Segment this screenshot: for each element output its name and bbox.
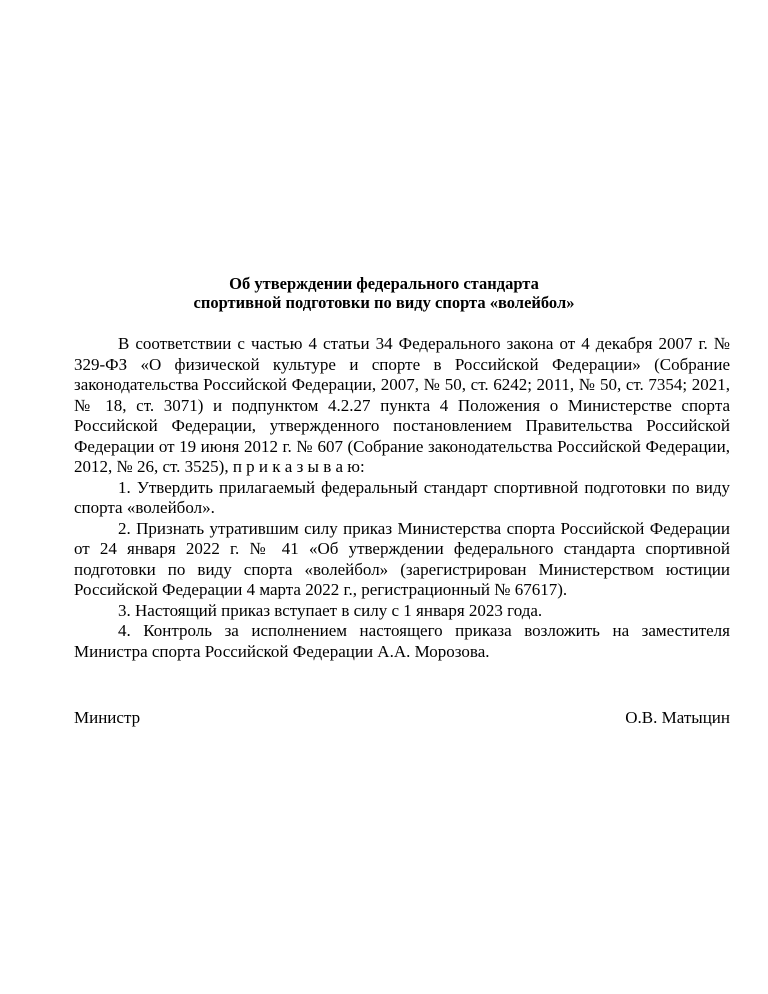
title-line-2: спортивной подготовки по виду спорта «волейбол» <box>193 293 575 312</box>
order-item-1: 1. Утвердить прилагаемый федеральный стандарт спортивной подготовки по виду спорта «волейбол». <box>74 477 730 517</box>
document-body <box>74 334 730 662</box>
signature-block <box>74 708 730 730</box>
preamble-paragraph: В соответствии с частью 4 статьи 34 Федерального закона от 4 декабря 2007 г. № 329-ФЗ «О физической культуре и спорте в Российской Федерации» (Собрание законодательства Российской Федерации, 2007, № 50, ст. 6242; 2011, № 50, ст. 7354; 2021, № 18, ст. 3071) и подпунктом 4.2.27 пункта 4 Положения о Министерстве спорта Российской Федерации, утвержденного постановлением Правительства Российской Федерации от 19 июня 2012 г. № 607 (Собрание законодательства Российской Федерации, 2012, № 26, ст. 3525), п р и к а з ы в а ю: <box>74 334 730 476</box>
signatory-title: Министр <box>74 708 141 727</box>
order-item-3: 3. Настоящий приказ вступает в силу с 1 января 2023 года. <box>118 600 543 620</box>
order-item-2: 2. Признать утратившим силу приказ Министерства спорта Российской Федерации от 24 января 2022 г. № 41 «Об утверждении федерального стандарта спортивной подготовки по виду спорта «волейбол» (зарегистрирован Министерством юстиции Российской Федерации 4 марта 2022 г., регистрационный № 67617). <box>74 518 730 599</box>
order-item-4: 4. Контроль за исполнением настоящего приказа возложить на заместителя Министра спорта Российской Федерации А.А. Морозова. <box>74 621 730 661</box>
title-line-1: Об утверждении федерального стандарта <box>229 274 539 293</box>
signatory-name: О.В. Матыцин <box>625 708 730 727</box>
document-title <box>0 274 768 312</box>
